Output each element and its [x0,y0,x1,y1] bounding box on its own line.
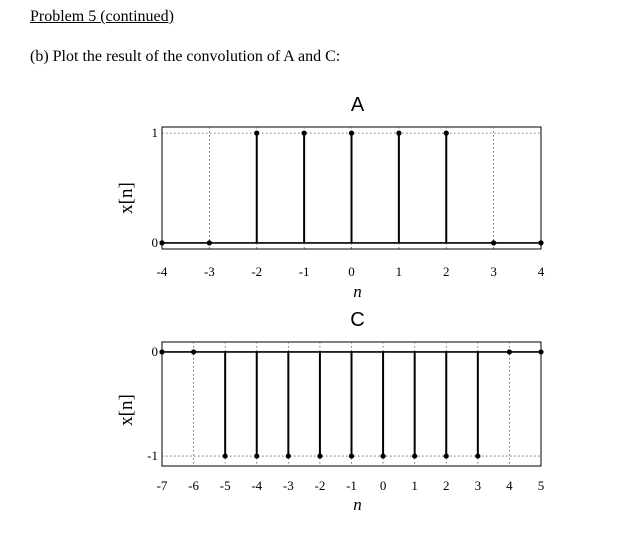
y-axis-label: x[n] [116,394,137,426]
page-title: Problem 5 (continued) [30,8,174,25]
x-tick-label: -2 [314,478,326,493]
chart-title: C [350,309,365,331]
stem-marker [444,453,449,458]
x-tick-label: -3 [203,264,215,279]
stem-marker [491,240,496,245]
chart-title: A [350,94,365,116]
stem-marker [380,453,385,458]
stem-marker [302,131,307,136]
y-tick-label: -1 [147,448,158,464]
x-tick-label: 1 [395,264,403,279]
stem-marker [538,240,543,245]
stem-marker [412,453,417,458]
x-tick-label: 4 [506,478,513,493]
x-tick-label: 2 [443,478,450,493]
stem-marker [223,453,228,458]
stem-marker [444,131,449,136]
stem-marker [254,453,259,458]
x-tick-label: -7 [156,478,168,493]
y-axis-label: x[n] [116,182,137,214]
x-tick-label: 2 [443,264,450,279]
stem-marker [349,453,354,458]
stem-marker [254,131,259,136]
x-tick-label: -4 [156,264,168,279]
x-tick-label: 0 [379,478,387,493]
x-tick-label: -1 [346,478,357,493]
stem-marker [286,453,291,458]
stem-marker [159,240,164,245]
stem-marker [349,131,354,136]
x-tick-label: -2 [251,264,263,279]
x-tick-label: -5 [219,478,231,493]
x-tick-label: 0 [348,264,355,279]
x-tick-label: -6 [188,478,200,493]
x-tick-label: 3 [474,478,482,493]
y-tick-label: 0 [151,343,158,359]
x-axis-label: n [353,495,362,514]
stem-marker [538,349,543,354]
x-tick-label: 5 [537,478,545,493]
stem-marker [475,453,480,458]
y-tick-label: 0 [151,234,158,250]
x-tick-label: -4 [251,478,263,493]
x-tick-label: 4 [537,264,545,279]
stem-marker [191,349,196,354]
x-tick-label: -1 [298,264,310,279]
stem-marker [207,240,212,245]
y-tick-label: 1 [151,125,158,141]
stem-marker [317,453,322,458]
stem-marker [396,131,401,136]
x-tick-label: -3 [282,478,294,493]
problem-prompt: (b) Plot the result of the convolution of A and C: [30,48,341,65]
x-axis-label: n [353,282,362,301]
stem-marker [159,349,164,354]
x-tick-label: 1 [411,478,418,493]
x-tick-label: 3 [490,264,497,279]
stem-marker [507,349,512,354]
